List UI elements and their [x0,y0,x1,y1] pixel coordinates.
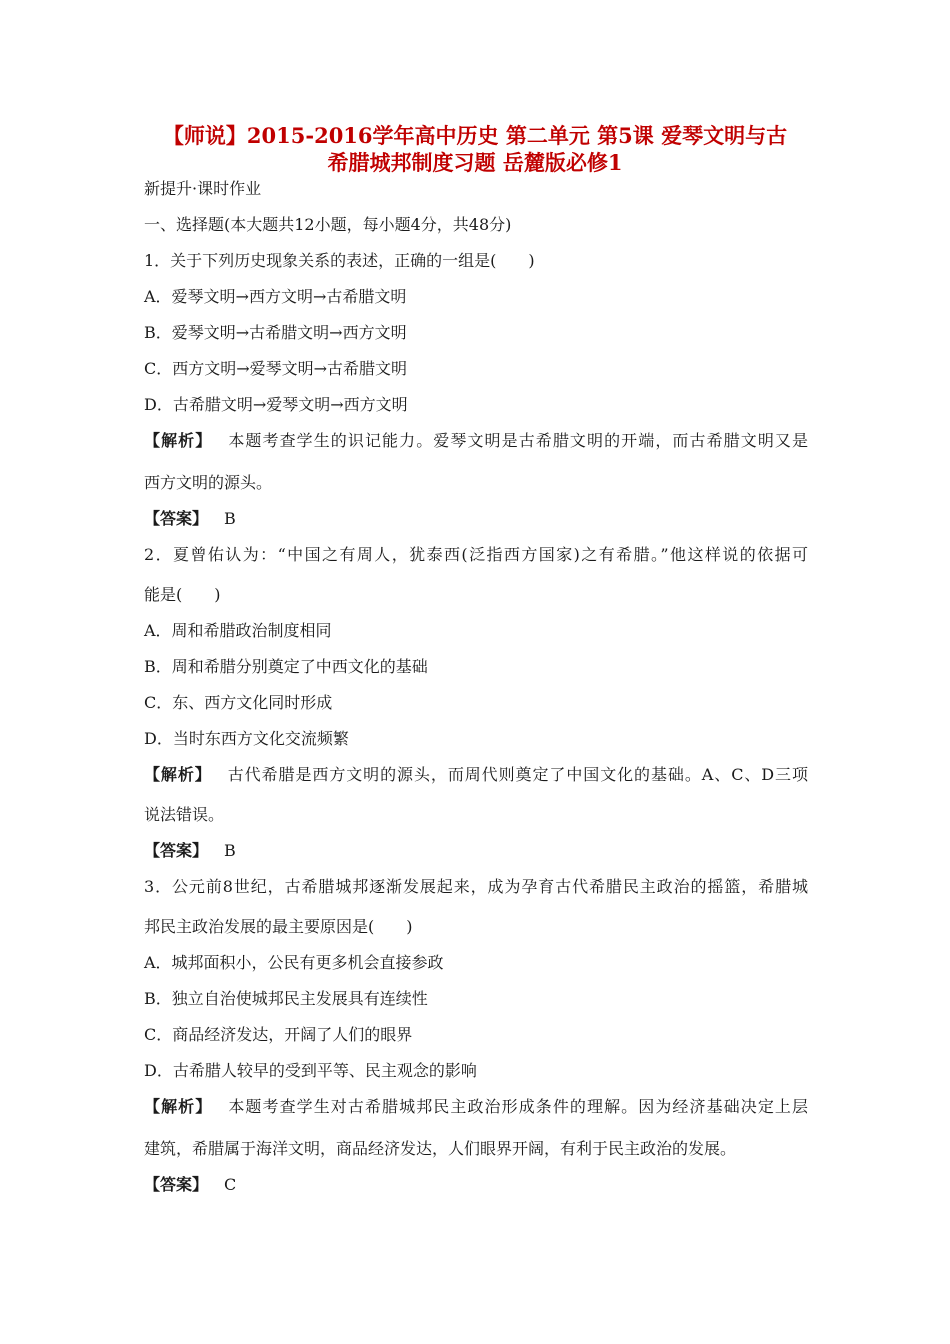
question-3-answer [144,1172,236,1195]
question-2-option-a: A．周和希腊政治制度相同 [144,621,332,640]
question-3-option-d: D．古希腊人较早的受到平等、民主观念的影响 [144,1061,477,1080]
question-3-stem: 3．公元前8世纪，古希腊城邦逐渐发展起来，成为孕育古代希腊民主政治的摇篮，希腊城 [144,877,808,896]
question-3-option-c: C．商品经济发达，开阔了人们的眼界 [144,1025,413,1044]
question-3-option-a: A．城邦面积小，公民有更多机会直接参政 [144,953,444,972]
analysis-tag: 【解析】 [144,1097,213,1116]
question-1-analysis-cont: 西方文明的源头。 [144,473,273,492]
analysis-tag: 【解析】 [144,431,213,450]
subtitle: 新提升·课时作业 [144,179,262,198]
question-1-analysis [144,428,808,451]
question-2-option-c: C．东、西方文化同时形成 [144,693,333,712]
question-2-analysis [144,762,808,785]
answer-tag: 【答案】 [144,1175,209,1194]
question-3-analysis [144,1094,808,1117]
question-2-analysis-cont: 说法错误。 [144,805,225,824]
title-line-1: 【师说】2015-2016学年高中历史 第二单元 第5课 爱琴文明与古 [162,123,788,148]
section-heading: 一、选择题(本大题共12小题，每小题4分，共48分) [144,215,512,234]
question-2-answer [144,838,236,861]
question-2-stem: 2．夏曾佑认为：“中国之有周人，犹泰西(泛指西方国家)之有希腊。”他这样说的依据可 [144,545,808,564]
question-3-stem-cont: 邦民主政治发展的最主要原因是( ) [144,917,413,936]
analysis-tag: 【解析】 [144,765,212,784]
question-3-option-b: B．独立自治使城邦民主发展具有连续性 [144,989,428,1008]
answer-value: C [224,1175,237,1194]
question-2-option-d: D．当时东西方文化交流频繁 [144,729,349,748]
answer-value: B [224,509,236,528]
question-1-stem: 1．关于下列历史现象关系的表述，正确的一组是( ) [144,251,535,270]
analysis-text: 古代希腊是西方文明的源头，而周代则奠定了中国文化的基础。A、C、D三项 [227,765,808,784]
question-1-option-d: D．古希腊文明→爱琴文明→西方文明 [144,395,408,414]
analysis-text: 本题考查学生对古希腊城邦民主政治形成条件的理解。因为经济基础决定上层 [228,1097,808,1116]
answer-tag: 【答案】 [144,841,209,860]
answer-value: B [224,841,236,860]
question-3-analysis-cont: 建筑，希腊属于海洋文明，商品经济发达，人们眼界开阔，有利于民主政治的发展。 [144,1139,737,1158]
question-1-option-c: C．西方文明→爱琴文明→古希腊文明 [144,359,408,378]
question-1-option-b: B．爱琴文明→古希腊文明→西方文明 [144,323,407,342]
question-1-option-a: A．爱琴文明→西方文明→古希腊文明 [144,287,407,306]
title-line-2: 希腊城邦制度习题 岳麓版必修1 [327,150,623,175]
analysis-text: 本题考查学生的识记能力。爱琴文明是古希腊文明的开端，而古希腊文明又是 [228,431,808,450]
question-2-option-b: B．周和希腊分别奠定了中西文化的基础 [144,657,428,676]
answer-tag: 【答案】 [144,509,209,528]
question-2-stem-cont: 能是( ) [144,585,221,604]
document-title [120,122,830,176]
question-1-answer [144,506,236,529]
